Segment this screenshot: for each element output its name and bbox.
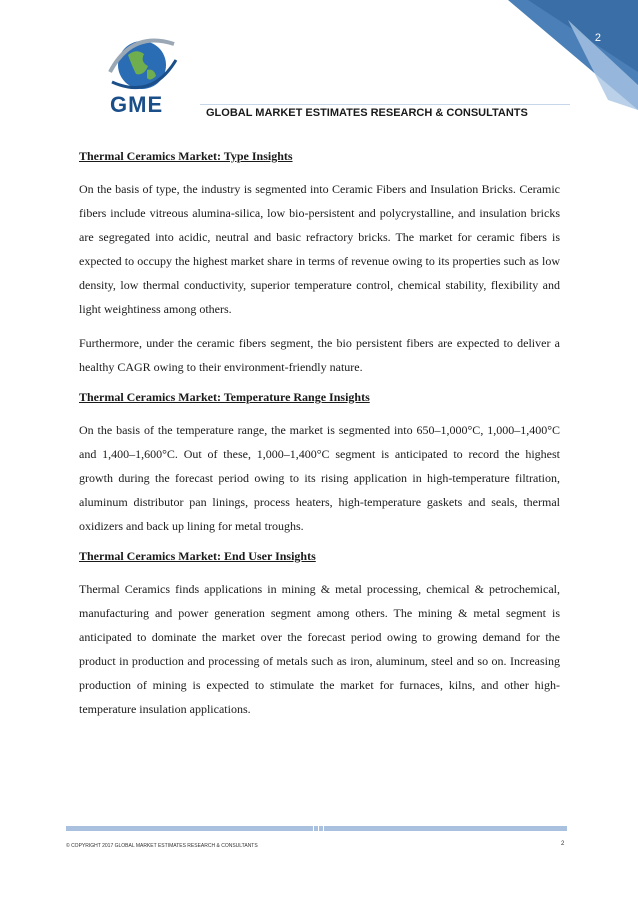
header-divider	[200, 104, 570, 105]
section-heading: Thermal Ceramics Market: Temperature Range Insights	[79, 390, 370, 404]
section-heading: Thermal Ceramics Market: Type Insights	[79, 149, 293, 163]
footer-divider-tick	[323, 826, 324, 831]
paragraph: On the basis of type, the industry is segmented into Ceramic Fibers and Insulation Bricks. Ceramic fibers include vitreous alumina-silica, low bio-persistent and polycrystalline, and insulation bricks are segregated into acidic, neutral and basic refractory bricks. The market for ceramic fibers is expected to occupy the highest market share in terms of revenue owing to its properties such as low density, low thermal conductivity, superior temperature control, chemical stability, flexibility and light weightiness among others.	[79, 182, 560, 316]
corner-decoration	[508, 0, 638, 110]
footer-page-number: 2	[561, 841, 565, 847]
section-type-insights	[79, 148, 560, 379]
footer-divider	[66, 826, 567, 831]
paragraph: Furthermore, under the ceramic fibers segment, the bio persistent fibers are expected to deliver a healthy CAGR owing to their environment-friendly nature.	[79, 336, 560, 374]
section-end-user-insights	[79, 548, 560, 721]
footer-divider-tick	[318, 826, 319, 831]
footer-copyright: © COPYRIGHT 2017 GLOBAL MARKET ESTIMATES RESEARCH & CONSULTANTS	[66, 843, 258, 849]
footer-divider-tick	[313, 826, 314, 831]
document-body	[79, 148, 560, 731]
paragraph: On the basis of the temperature range, the market is segmented into 650–1,000°C, 1,000–1,400°C and 1,400–1,600°C. Out of these, 1,000–1,400°C segment is anticipated to record the highest growth during the forecast period owing to its rising application in high-temperature filtration, aluminum distributor pan linings, process heaters, high-temperature gaskets and seals, thermal oxidizers and back up lining for metal troughs.	[79, 423, 560, 533]
section-heading: Thermal Ceramics Market: End User Insights	[79, 549, 316, 563]
header-page-number: 2	[594, 32, 601, 44]
header-title: GLOBAL MARKET ESTIMATES RESEARCH & CONSULTANTS	[206, 107, 528, 119]
section-temperature-range-insights	[79, 389, 560, 538]
paragraph: Thermal Ceramics finds applications in mining & metal processing, chemical & petrochemical, manufacturing and power generation segment among others. The mining & metal segment is anticipated to dominate the market over the forecast period owing to growing demand for the product in production and processing of metals such as iron, aluminum, steel and so on. Increasing production of mining is expected to stimulate the market for furnaces, kilns, and other high-temperature insulation applications.	[79, 582, 560, 716]
logo-text: GME	[110, 92, 164, 117]
